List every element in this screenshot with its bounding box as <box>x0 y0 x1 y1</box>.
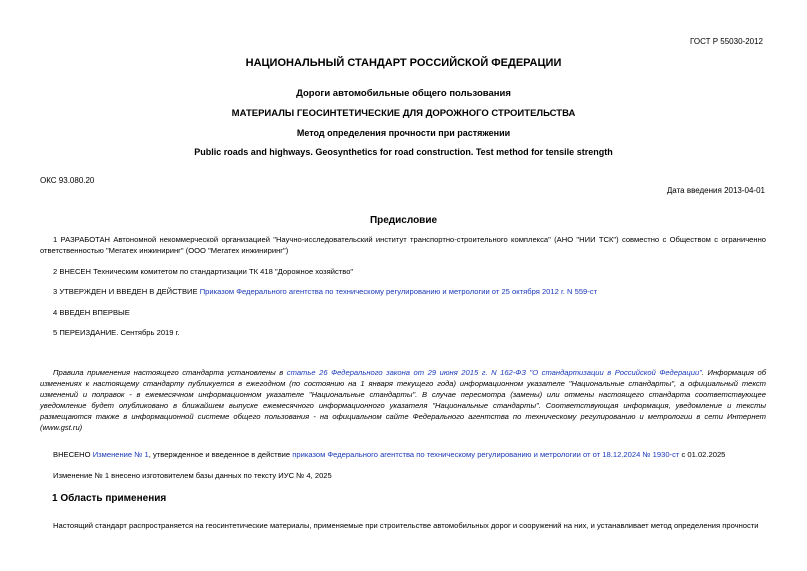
document-title: МАТЕРИАЛЫ ГЕОСИНТЕТИЧЕСКИЕ ДЛЯ ДОРОЖНОГО СТРОИТЕЛЬСТВА <box>231 108 576 119</box>
change-1-link[interactable]: Изменение № 1 <box>92 450 149 459</box>
method-title: Метод определения прочности при растяжении <box>296 128 511 138</box>
section-1-heading: 1 Область применения <box>52 493 167 504</box>
order-link[interactable]: Приказом Федерального агентства по техническому регулированию и метрологии от 25 октября 2012 г. N 559-ст <box>199 287 598 296</box>
rules-text-2: . Информация об изменениях к настоящему стандарту публикуется в ежегодном (по состоянию на 1 января текущего года) информационном указателе "Национальные стандарты", а официальный текст изменений и поправок - в ежемесячном информационном указателе "Национальные стандарты". В случае пересмотра (замены) или отмены настоящего стандарта соответствующее уведомление будет опубликовано в ближайшем выпуске ежемесячного информационного указателя "Национальные стандарты". Соответствующая информация, уведомление и тексты размещаются также в информационной системе общего пользования - на официальном сайте Федерального агентства по техническому регулированию и метрологии в сети Интернет (www.gst.ru) <box>40 368 766 432</box>
document-subtitle: Дороги автомобильные общего пользования <box>296 88 511 99</box>
foreword-item-5: 5 ПЕРЕИЗДАНИЕ. Сентябрь 2019 г. <box>53 328 180 337</box>
change-order-link[interactable]: приказом Федерального агентства по техническому регулированию и метрологии от от 18.12.2024 № 1930-ст <box>292 450 680 459</box>
foreword-heading: Предисловие <box>369 215 438 226</box>
change-middle: , утвержденное и введенное в действие <box>148 450 291 459</box>
change-suffix: с 01.02.2025 <box>681 450 726 459</box>
foreword-item-1: 1 РАЗРАБОТАН Автономной некоммерческой организацией "Научно-исследовательский институт транспортно-строительного комплекса" (АНО "НИИ ТСК") совместно с Обществом с ограниченно ответственностью "Мегатех инжиниринг" (ООО "Мегатех инжиниринг") <box>40 235 766 255</box>
section-1-text: Настоящий стандарт распространяется на геосинтетические материалы, применяемые при строительстве автомобильных дорог и сооружений на них, и устанавливает метод определения прочности <box>53 521 759 530</box>
document-code: ГОСТ Р 55030-2012 <box>690 37 763 46</box>
change-prefix: ВНЕСЕНО <box>53 450 91 459</box>
change-note: Изменение № 1 внесено изготовителем базы данных по тексту ИУС № 4, 2025 <box>53 471 332 480</box>
foreword-item-3 <box>40 286 766 297</box>
introduction-date: Дата введения 2013-04-01 <box>666 186 765 195</box>
oks-code: ОКС 93.080.20 <box>40 176 95 185</box>
foreword-item-2: 2 ВНЕСЕН Техническим комитетом по стандартизации ТК 418 "Дорожное хозяйство" <box>53 267 354 276</box>
foreword-item-4: 4 ВВЕДЕН ВПЕРВЫЕ <box>53 308 130 317</box>
english-title: Public roads and highways. Geosynthetics for road construction. Test method for tensile strength <box>194 147 613 157</box>
federal-law-link[interactable]: статье 26 Федерального закона от 29 июня 2015 г. N 162-ФЗ "О стандартизации в Российской Федерации" <box>286 368 702 377</box>
foreword-item-3-text: 3 УТВЕРЖДЕН И ВВЕДЕН В ДЕЙСТВИЕ <box>53 287 198 296</box>
rules-paragraph <box>40 367 766 433</box>
rules-text-1: Правила применения настоящего стандарта установлены в <box>53 368 284 377</box>
change-paragraph <box>40 449 766 460</box>
national-standard-heading: НАЦИОНАЛЬНЫЙ СТАНДАРТ РОССИЙСКОЙ ФЕДЕРАЦИИ <box>245 57 562 69</box>
